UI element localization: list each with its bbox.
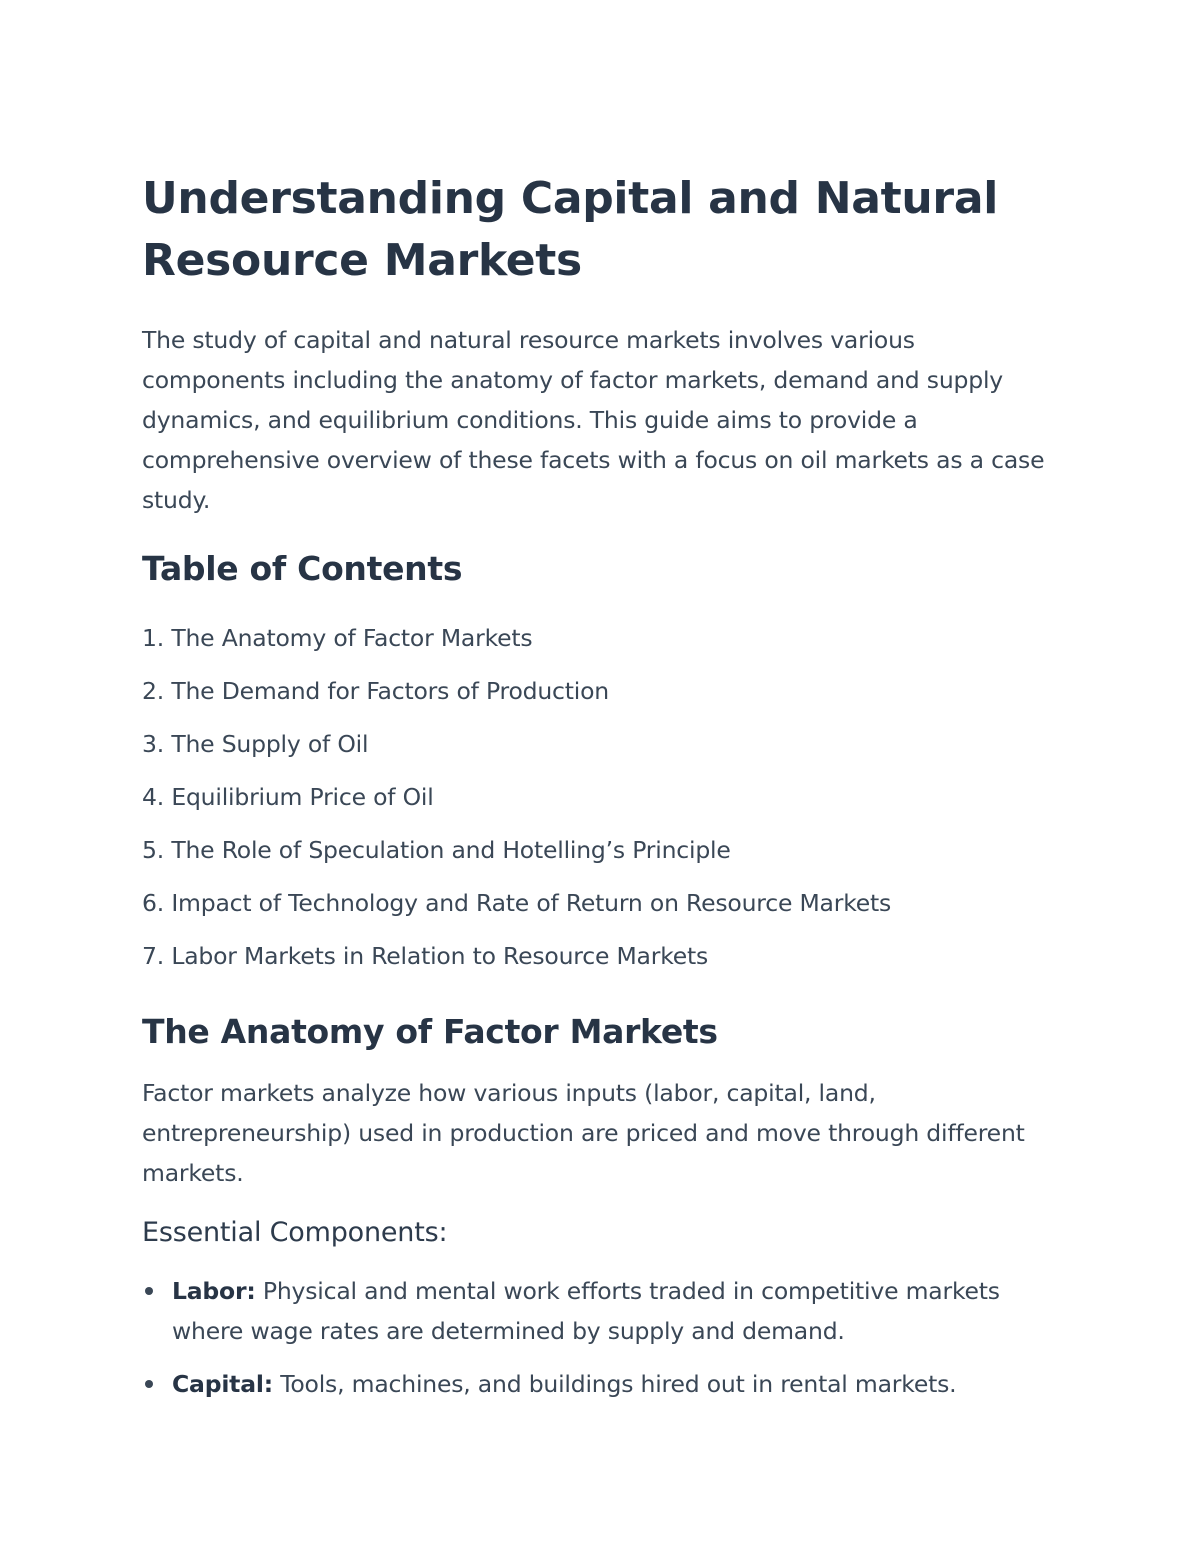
list-item bbox=[142, 1271, 1060, 1351]
toc-item-label: Equilibrium Price of Oil bbox=[171, 783, 434, 811]
document-title: Understanding Capital and Natural Resource Markets bbox=[142, 173, 999, 286]
toc-item-number: 7. bbox=[142, 942, 165, 970]
toc-item[interactable] bbox=[142, 665, 1060, 718]
toc-item-number: 2. bbox=[142, 677, 165, 705]
section-paragraph: Factor markets analyze how various inputs (labor, capital, land, entrepreneurship) used in production are priced and move through different markets. bbox=[142, 1079, 1025, 1187]
toc-heading: Table of Contents bbox=[142, 549, 463, 588]
toc-item-number: 6. bbox=[142, 889, 165, 917]
toc-item-label: Impact of Technology and Rate of Return on Resource Markets bbox=[171, 889, 892, 917]
toc-item-label: The Demand for Factors of Production bbox=[171, 677, 609, 705]
toc-item-number: 4. bbox=[142, 783, 165, 811]
bullet-dot-icon bbox=[145, 1287, 153, 1295]
toc-item[interactable] bbox=[142, 824, 1060, 877]
bullet-term: Labor: bbox=[172, 1277, 256, 1305]
toc-item[interactable] bbox=[142, 771, 1060, 824]
toc-item-label: Labor Markets in Relation to Resource Markets bbox=[171, 942, 709, 970]
toc-item-number: 3. bbox=[142, 730, 165, 758]
section-subheading: Essential Components: bbox=[142, 1217, 448, 1248]
toc-item-number: 5. bbox=[142, 836, 165, 864]
toc-item-label: The Role of Speculation and Hotelling’s Principle bbox=[171, 836, 731, 864]
toc-item-label: The Supply of Oil bbox=[171, 730, 369, 758]
bullet-dot-icon bbox=[145, 1380, 153, 1388]
toc-item[interactable] bbox=[142, 612, 1060, 665]
list-item bbox=[142, 1364, 1060, 1404]
bullet-text: Physical and mental work efforts traded in competitive markets where wage rates are determined by supply and demand. bbox=[172, 1277, 1000, 1345]
bullet-term: Capital: bbox=[172, 1370, 273, 1398]
bullet-text: Tools, machines, and buildings hired out in rental markets. bbox=[272, 1370, 957, 1398]
intro-paragraph: The study of capital and natural resource markets involves various components including the anatomy of factor markets, demand and supply dynamics, and equilibrium conditions. This guide aims to provide a comprehensive overview of these facets with a focus on oil markets as a case study. bbox=[142, 326, 1045, 514]
toc-item[interactable] bbox=[142, 930, 1060, 983]
toc-list bbox=[142, 612, 1060, 983]
components-list bbox=[142, 1271, 1060, 1404]
toc-item[interactable] bbox=[142, 877, 1060, 930]
section-heading: The Anatomy of Factor Markets bbox=[142, 1012, 718, 1051]
toc-item[interactable] bbox=[142, 718, 1060, 771]
toc-item-label: The Anatomy of Factor Markets bbox=[171, 624, 533, 652]
toc-item-number: 1. bbox=[142, 624, 165, 652]
